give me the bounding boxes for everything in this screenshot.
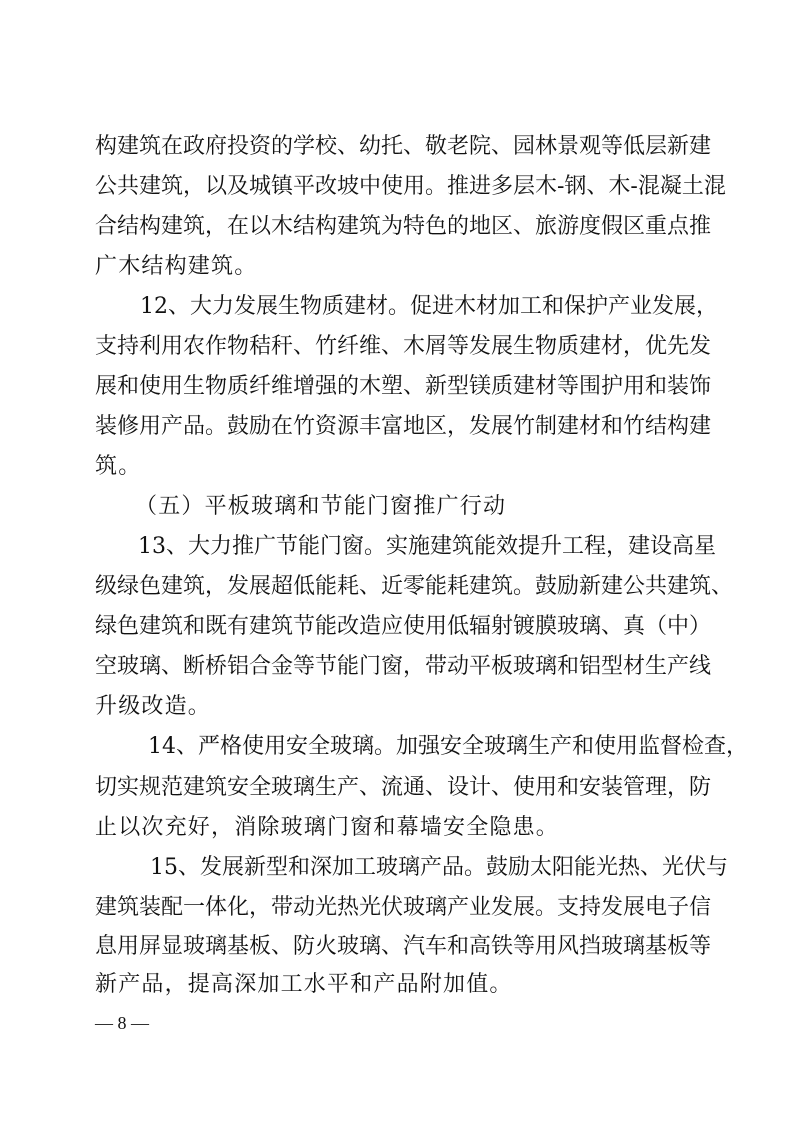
text-line: 升级改造。	[95, 694, 212, 719]
page-number: — 8 —	[95, 1013, 149, 1033]
text-line: 绿色建筑和既有建筑节能改造应使用低辐射镀膜玻璃、真（中）	[95, 614, 712, 639]
paragraph-14-start: 14、严格使用安全玻璃。加强安全玻璃生产和使用监督检查，	[148, 734, 748, 759]
text-line: 展和使用生物质纤维增强的木塑、新型镁质建材等围护用和装饰	[95, 374, 712, 399]
paragraph-15-start: 15、发展新型和深加工玻璃产品。鼓励太阳能光热、光伏与	[150, 855, 728, 880]
text-line: 建筑装配一体化，带动光热光伏玻璃产业发展。支持发展电子信	[95, 895, 712, 920]
text-line: 广木结构建筑。	[95, 254, 258, 279]
text-line: 装修用产品。鼓励在竹资源丰富地区，发展竹制建材和竹结构建	[95, 414, 712, 439]
paragraph-12-start: 12、大力发展生物质建材。促进木材加工和保护产业发展，	[140, 294, 718, 319]
text-line: 息用屏显玻璃基板、防火玻璃、汽车和高铁等用风挡玻璃基板等	[95, 934, 712, 959]
text-line: 止以次充好，消除玻璃门窗和幕墙安全隐患。	[95, 815, 560, 840]
text-line: 新产品，提高深加工水平和产品附加值。	[95, 972, 513, 997]
text-line: 级绿色建筑，发展超低能耗、近零能耗建筑。鼓励新建公共建筑、	[95, 574, 734, 599]
text-line: 公共建筑，以及城镇平改坡中使用。推进多层木-钢、木-混凝土混	[95, 174, 726, 199]
text-line: 筑。	[95, 454, 142, 479]
text-line: 支持利用农作物秸秆、竹纤维、木屑等发展生物质建材，优先发	[95, 334, 712, 359]
text-line: 合结构建筑，在以木结构建筑为特色的地区、旅游度假区重点推	[95, 214, 712, 239]
section-heading: （五）平板玻璃和节能门窗推广行动	[135, 494, 507, 519]
text-line: 切实规范建筑安全玻璃生产、流通、设计、使用和安装管理，防	[95, 775, 712, 800]
text-line: 构建筑在政府投资的学校、幼托、敬老院、园林景观等低层新建	[95, 134, 712, 159]
text-line: 空玻璃、断桥铝合金等节能门窗，带动平板玻璃和铝型材生产线	[95, 654, 712, 679]
paragraph-13-start: 13、大力推广节能门窗。实施建筑能效提升工程，建设高星	[138, 534, 716, 559]
